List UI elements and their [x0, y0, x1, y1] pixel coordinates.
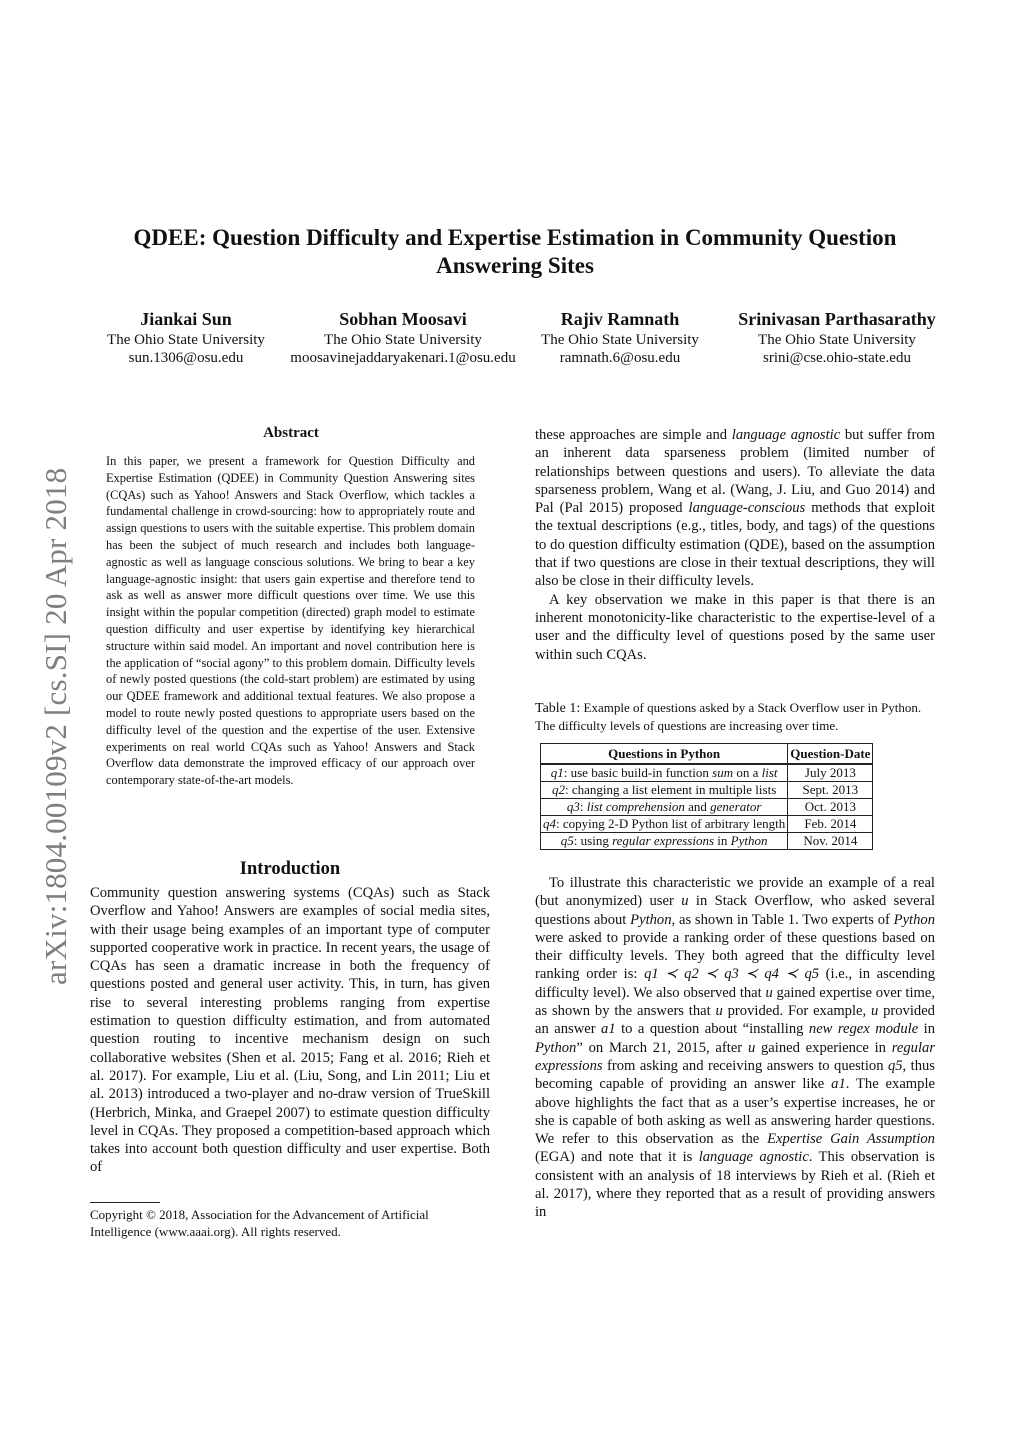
question-date-cell: Sept. 2013 — [788, 782, 873, 799]
author-block — [530, 308, 710, 367]
question-date-cell: July 2013 — [788, 764, 873, 782]
paragraph: these approaches are simple and language agnostic but suffer from an inherent data sparseness problem (limited number of relationships between questions and users). To alleviate the data sparseness problem, Wang et al. (Wang, J. Liu, and Guo 2014) and Pal (Pal 2015) proposed language-conscious methods that exploit the textual descriptions (e.g., titles, body, and tags) of the questions to do question difficulty estimation (QDE), based on the assumption that if two questions are close in their textual descriptions, they will also be close in their difficulty levels. — [535, 427, 935, 590]
table-caption-text: Example of questions asked by a Stack Overflow user in Python. The difficulty levels of questions are increasing over time. — [535, 700, 922, 733]
question-cell: q4: copying 2-D Python list of arbitrary length — [541, 816, 788, 833]
author-block — [96, 308, 276, 367]
author-block — [724, 308, 950, 367]
author-email: ramnath.6@osu.edu — [559, 350, 681, 366]
author-email: srini@cse.ohio-state.edu — [763, 350, 911, 366]
author-affiliation: The Ohio State University — [758, 332, 916, 348]
question-cell: q2: changing a list element in multiple lists — [541, 782, 788, 799]
author-email: sun.1306@osu.edu — [128, 350, 244, 366]
author-block — [276, 308, 530, 367]
author-affiliation: The Ohio State University — [324, 332, 482, 348]
introduction-text: Community question answering systems (CQAs) such as Stack Overflow and Yahoo! Answers are examples of social media sites, with their usage being examples of an important type of computer supported cooperative work in practice. In recent years, the usage of CQAs has seen a dramatic increase in both the frequency of questions posted and general user activity. This, in turn, has given rise to several interesting problems ranging from expertise estimation to question difficulty estimation, and from automated question routing to incentive mechanism design on such collaborative websites (Shen et al. 2015; Fang et al. 2016; Rieh et al. 2017). For example, Liu et al. (Liu, Song, and Lin 2011; Liu et al. 2013) introduced a two-player and no-draw version of TrueSkill (Herbrich, Minka, and Graepel 2007) to estimate question difficulty level in CQAs. They proposed a competition-based approach which takes into account both question difficulty and user expertise. Both of — [90, 885, 490, 1176]
footnote-rule — [90, 1202, 160, 1203]
table-row — [541, 799, 873, 816]
table-row — [541, 833, 873, 850]
table-label: Table 1: — [535, 701, 581, 716]
author-affiliation: The Ohio State University — [541, 332, 699, 348]
paragraph: A key observation we make in this paper is that there is an inherent monotonicity-like characteristic to the expertise-level of a user and the difficulty level of questions posed by the same user within such CQAs. — [535, 591, 935, 663]
right-column-text-bottom — [535, 874, 935, 1222]
abstract-heading: Abstract — [263, 425, 319, 441]
question-cell: q5: using regular expressions in Python — [541, 833, 788, 850]
table-row — [541, 782, 873, 799]
author-affiliation: The Ohio State University — [107, 332, 265, 348]
table-caption — [535, 699, 935, 734]
question-date-cell: Oct. 2013 — [788, 799, 873, 816]
questions-table — [540, 743, 873, 850]
author-email: moosavinejaddaryakenari.1@osu.edu — [290, 350, 516, 366]
section-heading-introduction: Introduction — [239, 859, 341, 879]
right-column-text-top — [535, 426, 935, 664]
table-row — [541, 764, 873, 782]
table-row — [541, 816, 873, 833]
question-date-cell: Feb. 2014 — [788, 816, 873, 833]
copyright-notice: Copyright © 2018, Association for the Advancement of Artificial Intelligence (www.aaai.org). All rights reserved. — [90, 1207, 429, 1239]
paragraph: To illustrate this characteristic we provide an example of a real (but anonymized) user u in Stack Overflow, who asked several questions about Python, as shown in Table 1. Two experts of Python were asked to provide a ranking order of these questions based on their difficulty levels. They both agreed that the difficulty level ranking order is: q1 ≺ q2 ≺ q3 ≺ q4 ≺ q5 (i.e., in ascending difficulty level). We also observed that u gained expertise over time, as shown by the answers that u provided. For example, u provided an answer a1 to a question about “installing new regex module in Python” on March 21, 2015, after u gained experience in regular expressions from asking and receiving answers to question q5, thus becoming capable of providing an answer like a1. The example above highlights the fact that as a user’s expertise increases, he or she is capable of both asking as well as answering harder questions. We refer to this observation as the Expertise Gain Assumption (EGA) and note that it is language agnostic. This observation is consistent with an analysis of 18 interviews by Rieh et al. (Rieh et al. 2017), where they reported that as a result of providing answers in — [535, 875, 936, 1221]
paper-title: QDEE: Question Difficulty and Expertise Estimation in Community Question Answering Sites — [133, 225, 897, 278]
abstract-text: In this paper, we present a framework for Question Difficulty and Expertise Estimation (QDEE) in Community Question Answering sites (CQAs) such as Yahoo! Answers and Stack Overflow, which tackles a fundamental challenge in crowd-sourcing: how to appropriately route and assign questions to users with the suitable expertise. This problem domain has been the subject of much research and includes both language-agnostic as well as language conscious solutions. We bring to bear a key language-agnostic insight: that users gain expertise and therefore tend to ask as well as answer more difficult questions over time. We use this insight within the popular competition (directed) graph model to estimate question difficulty and user expertise by identifying key hierarchical structure within said model. An important and novel contribution here is the application of “social agony” to this problem domain. Difficulty levels of newly posted questions (the cold-start problem) are estimated by using our QDEE framework and additional textual features. We also propose a model to route newly posted questions to appropriate users based on the difficulty level of the question and the expertise of the user. Extensive experiments on real world CQAs such as Yahoo! Answers and Stack Overflow data demonstrate the improved efficacy of our approach over contemporary state-of-the-art models. — [106, 454, 475, 788]
question-date-cell: Nov. 2014 — [788, 833, 873, 850]
arxiv-identifier: arXiv:1804.00109v2 [cs.SI] 20 Apr 2018 — [38, 467, 73, 985]
author-name: Jiankai Sun — [140, 309, 232, 329]
table-header-cell: Questions in Python — [541, 744, 788, 765]
table-header-row — [541, 744, 873, 765]
author-name: Sobhan Moosavi — [339, 309, 467, 329]
question-cell: q3: list comprehension and generator — [541, 799, 788, 816]
author-name: Rajiv Ramnath — [560, 309, 680, 329]
question-cell: q1: use basic build-in function sum on a list — [541, 764, 788, 782]
author-name: Srinivasan Parthasarathy — [738, 309, 936, 329]
table-header-cell: Question-Date — [788, 744, 873, 765]
